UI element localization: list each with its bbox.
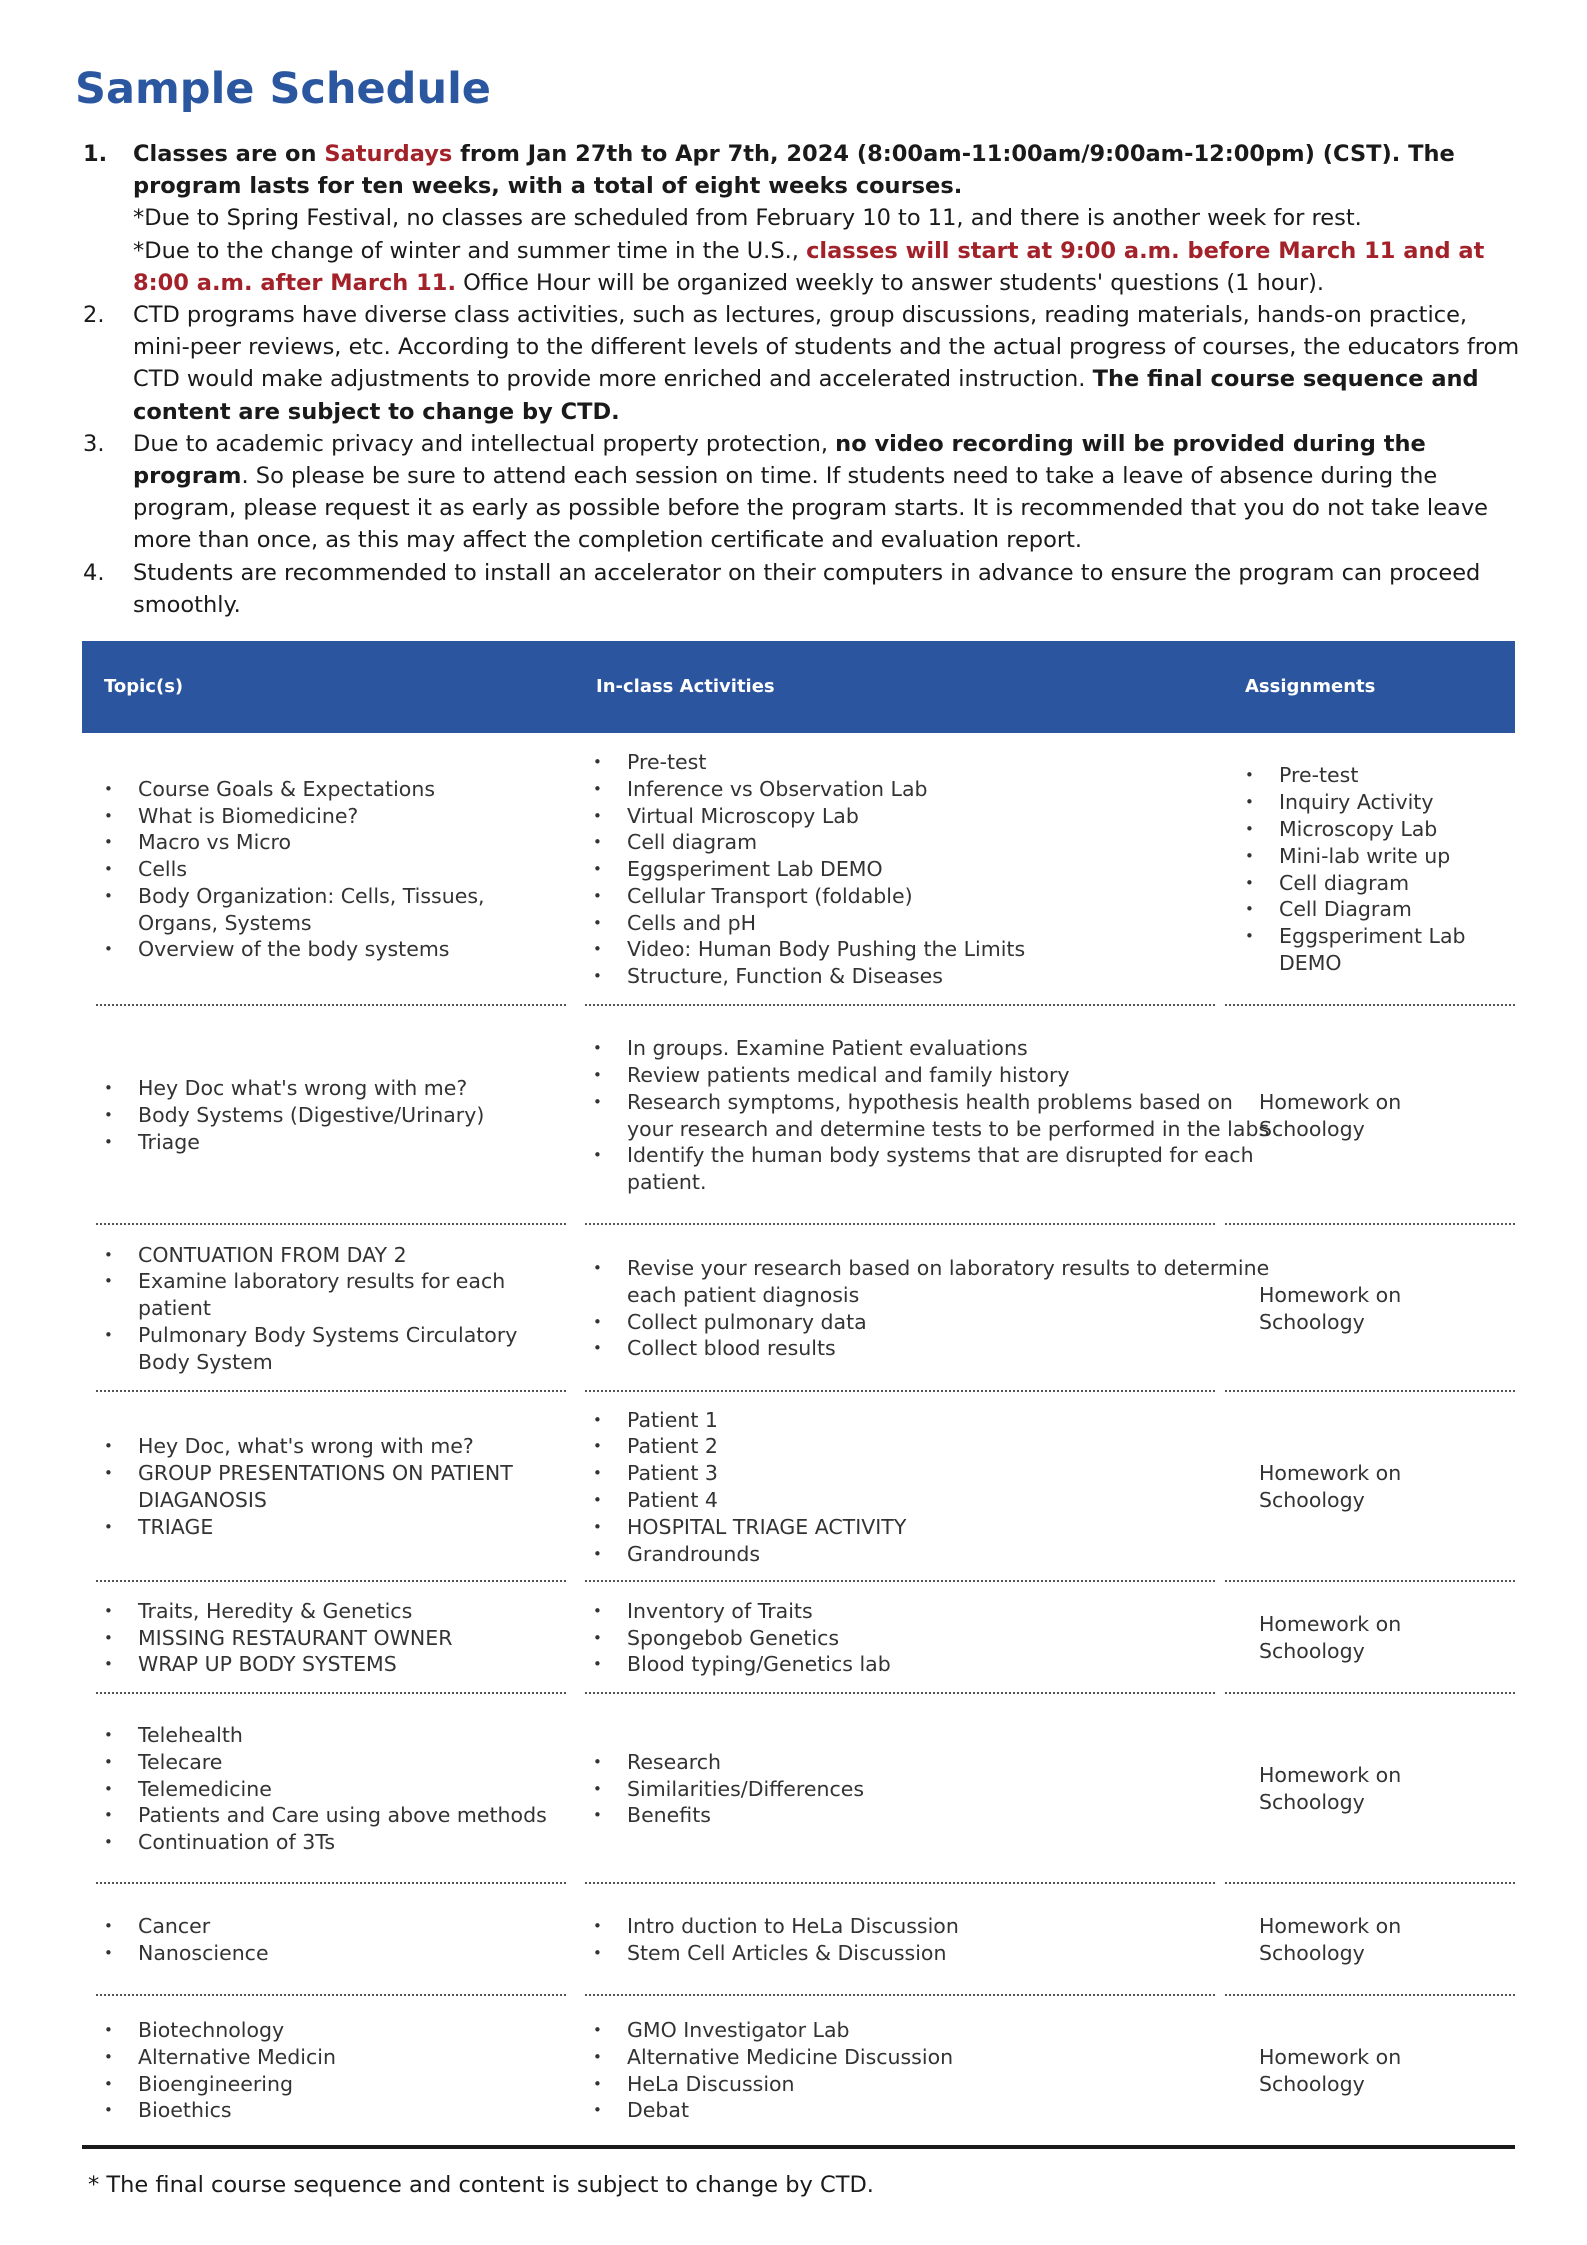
notes-list <box>83 138 1523 621</box>
assignments-cell <box>1237 1392 1512 1582</box>
table-row <box>82 1884 1515 1996</box>
table-row <box>82 1006 1515 1225</box>
list-item: • Patient 2 <box>585 1433 1285 1460</box>
bullet-list <box>96 2017 566 2124</box>
activities-cell <box>585 1392 1285 1582</box>
note-text: Classes are on <box>133 141 325 167</box>
bullet-list <box>585 749 1285 990</box>
bullet-list <box>96 776 566 964</box>
activities-cell <box>585 733 1285 1006</box>
bullet-list <box>585 2017 1285 2124</box>
list-item: • Telecare <box>96 1749 566 1776</box>
list-item: • Cellular Transport (foldable) <box>585 883 1285 910</box>
bullet-list <box>585 1749 1285 1829</box>
note-text: Office Hour will be organized weekly to answer students' questions (1 hour). <box>456 269 1325 296</box>
list-item: • Pre-test <box>1237 762 1512 789</box>
list-item: • Blood typing/Genetics lab <box>585 1651 1285 1678</box>
assignments-cell <box>1237 733 1512 1006</box>
list-item: • Eggsperiment Lab DEMO <box>1237 923 1512 977</box>
note-item <box>83 138 1523 299</box>
list-item: • Revise your research based on laboratory results to determine each patient diagnosis <box>585 1255 1285 1309</box>
assignments-cell <box>1237 1694 1512 1884</box>
list-item: • Cells <box>96 856 566 883</box>
note-number: 3. <box>83 430 105 457</box>
list-item: • HOSPITAL TRIAGE ACTIVITY <box>585 1514 1285 1541</box>
list-item: • Telemedicine <box>96 1776 566 1803</box>
list-item: • Cell diagram <box>585 829 1285 856</box>
assignments-cell <box>1237 1884 1512 1996</box>
note-text: . So please be sure to attend each session on time. If students need to take a leave of absence during the program, please request it as early as possible before the program starts. It is recommended that you do not take leave more than once, as this may affect the completion certificate and evaluation report. <box>133 463 1488 554</box>
list-item: • Collect blood results <box>585 1335 1285 1362</box>
topics-cell <box>96 1006 566 1225</box>
assignments-cell <box>1237 1006 1512 1225</box>
bullet-list <box>585 1255 1285 1362</box>
topics-cell <box>96 1996 566 2145</box>
bullet-list <box>585 1913 1285 1967</box>
note-text: Students are recommended to install an accelerator on their computers in advance to ensure the program can proceed smoothly. <box>133 559 1481 618</box>
list-item: • Telehealth <box>96 1722 566 1749</box>
topics-cell <box>96 733 566 1006</box>
activities-cell <box>585 1884 1285 1996</box>
list-item: • Mini-lab write up <box>1237 843 1512 870</box>
bullet-list <box>585 1035 1285 1196</box>
assignments-cell <box>1237 1225 1512 1392</box>
note-text: CTD programs have diverse class activities, such as lectures, group discussions, reading materials, hands-on practice, mini-peer reviews, etc. According to the different levels of students and the actual progress of courses, the educators from CTD would make adjustments to provide more enriched and accelerated instruction. <box>133 302 1520 393</box>
assignment-text: Homework on Schoology <box>1259 1282 1402 1334</box>
bullet-list <box>1237 762 1512 976</box>
list-item: • HeLa Discussion <box>585 2071 1285 2098</box>
list-item: • Pre-test <box>585 749 1285 776</box>
list-item: • Collect pulmonary data <box>585 1309 1285 1336</box>
table-header <box>82 641 1515 733</box>
list-item: • Traits, Heredity & Genetics <box>96 1598 566 1625</box>
bullet-list <box>585 1598 1285 1678</box>
topics-cell <box>96 1225 566 1392</box>
list-item: • Debat <box>585 2097 1285 2124</box>
note-text: classes will start at 9:00 a.m. before March 11 and at 8:00 a.m. after March 11. <box>133 237 1485 296</box>
topics-cell <box>96 1582 566 1694</box>
bullet-list <box>96 1433 566 1540</box>
bullet-list <box>585 1407 1285 1568</box>
list-item: • Pulmonary Body Systems Circulatory Body System <box>96 1322 566 1376</box>
assignment-text: Homework on Schoology <box>1259 1763 1402 1814</box>
assignment-text: Homework on Schoology <box>1259 1914 1402 1965</box>
activities-cell <box>585 1996 1285 2145</box>
list-item: • Bioethics <box>96 2097 566 2124</box>
bullet-list <box>96 1722 566 1856</box>
list-item: • Macro vs Micro <box>96 829 566 856</box>
note-text: Due to academic privacy and intellectual property protection, <box>133 430 836 457</box>
bullet-list <box>96 1242 566 1376</box>
note-number: 1. <box>83 141 108 167</box>
activities-cell <box>585 1006 1285 1225</box>
table-row <box>82 1392 1515 1582</box>
note-number: 2. <box>83 302 105 329</box>
list-item: • Hey Doc what's wrong with me? <box>96 1075 566 1102</box>
list-item: • Identify the human body systems that are disrupted for each patient. <box>585 1142 1285 1196</box>
list-item: • Course Goals & Expectations <box>96 776 566 803</box>
list-item: • Triage <box>96 1129 566 1156</box>
list-item: • Patient 4 <box>585 1487 1285 1514</box>
note-text: *Due to Spring Festival, no classes are scheduled from February 10 to 11, and there is another week for rest. <box>133 205 1362 232</box>
topics-cell <box>96 1392 566 1582</box>
list-item: • Bioengineering <box>96 2071 566 2098</box>
list-item: • Patients and Care using above methods <box>96 1802 566 1829</box>
list-item: • MISSING RESTAURANT OWNER <box>96 1625 566 1652</box>
note-text: no video recording will be provided during the program <box>133 430 1426 490</box>
list-item: • Eggsperiment Lab DEMO <box>585 856 1285 883</box>
list-item: • Cancer <box>96 1913 566 1940</box>
activities-cell <box>585 1694 1285 1884</box>
note-text: The final course sequence and content are subject to change by CTD. <box>133 366 1479 425</box>
list-item: • Stem Cell Articles & Discussion <box>585 1940 1285 1967</box>
header-activities: In-class Activities <box>596 676 775 697</box>
list-item: • Inference vs Observation Lab <box>585 776 1285 803</box>
schedule-table <box>82 641 1515 2123</box>
list-item: • Alternative Medicin <box>96 2044 566 2071</box>
bullet-list <box>96 1913 566 1967</box>
activities-cell <box>585 1582 1285 1694</box>
assignment-text: Homework on Schoology <box>1259 1089 1402 1141</box>
list-item: • Spongebob Genetics <box>585 1625 1285 1652</box>
list-item: • Research <box>585 1749 1285 1776</box>
note-text: *Due to the change of winter and summer time in the U.S., <box>133 237 807 264</box>
list-item: • GROUP PRESENTATIONS ON PATIENT DIAGANOSIS <box>96 1460 566 1514</box>
assignment-text: Homework on Schoology <box>1259 2044 1402 2096</box>
list-item: • Nanoscience <box>96 1940 566 1967</box>
footnote: * The final course sequence and content is subject to change by CTD. <box>88 2172 874 2198</box>
bullet-list <box>96 1075 566 1155</box>
list-item: • Similarities/Differences <box>585 1776 1285 1803</box>
list-item: • Grandrounds <box>585 1541 1285 1568</box>
list-item: • Intro duction to HeLa Discussion <box>585 1913 1285 1940</box>
assignments-cell <box>1237 1582 1512 1694</box>
topics-cell <box>96 1884 566 1996</box>
list-item: • Inquiry Activity <box>1237 789 1512 816</box>
activities-cell <box>585 1225 1285 1392</box>
note-text: from Jan 27th to Apr 7th, 2024 (8:00am-11:00am/9:00am-12:00pm) (CST). The program lasts for ten weeks, with a total of eight weeks courses. <box>133 141 1455 200</box>
header-assignments: Assignments <box>1245 676 1376 697</box>
list-item: • Examine laboratory results for each patient <box>96 1268 566 1322</box>
bullet-list <box>96 1598 566 1678</box>
list-item: • Overview of the body systems <box>96 936 566 963</box>
list-item: • In groups. Examine Patient evaluations <box>585 1035 1285 1062</box>
note-item <box>83 299 1523 428</box>
list-item: • Video: Human Body Pushing the Limits <box>585 936 1285 963</box>
assignments-cell <box>1237 1996 1512 2145</box>
list-item: • Cell diagram <box>1237 870 1512 897</box>
list-item: • Alternative Medicine Discussion <box>585 2044 1285 2071</box>
list-item: • Continuation of 3Ts <box>96 1829 566 1856</box>
table-row <box>82 1996 1515 2145</box>
list-item: • Structure, Function & Diseases <box>585 963 1285 990</box>
page-title: Sample Schedule <box>75 64 491 114</box>
list-item: • TRIAGE <box>96 1514 566 1541</box>
list-item: • Biotechnology <box>96 2017 566 2044</box>
header-topics: Topic(s) <box>104 676 184 697</box>
assignment-text: Homework on Schoology <box>1259 1461 1402 1512</box>
table-row <box>82 1694 1515 1884</box>
list-item: • Virtual Microscopy Lab <box>585 803 1285 830</box>
note-item <box>83 557 1523 621</box>
list-item: • Benefits <box>585 1802 1285 1829</box>
list-item: • Patient 3 <box>585 1460 1285 1487</box>
list-item: • What is Biomedicine? <box>96 803 566 830</box>
assignment-text: Homework on Schoology <box>1259 1612 1402 1663</box>
list-item: • WRAP UP BODY SYSTEMS <box>96 1651 566 1678</box>
list-item: • CONTUATION FROM DAY 2 <box>96 1242 566 1269</box>
list-item: • Patient 1 <box>585 1407 1285 1434</box>
list-item: • Review patients medical and family history <box>585 1062 1285 1089</box>
table-row <box>82 1225 1515 1392</box>
table-row <box>82 733 1515 1006</box>
list-item: • GMO Investigator Lab <box>585 2017 1285 2044</box>
list-item: • Research symptoms, hypothesis health problems based on your research and determine tests to be performed in the labs <box>585 1089 1285 1143</box>
list-item: • Inventory of Traits <box>585 1598 1285 1625</box>
topics-cell <box>96 1694 566 1884</box>
list-item: • Cells and pH <box>585 910 1285 937</box>
list-item: • Body Organization: Cells, Tissues, Organs, Systems <box>96 883 566 937</box>
table-row <box>82 1582 1515 1694</box>
table-bottom-rule <box>82 2145 1515 2149</box>
note-text: Saturdays <box>324 141 453 167</box>
note-item <box>83 428 1523 557</box>
list-item: • Hey Doc, what's wrong with me? <box>96 1433 566 1460</box>
list-item: • Cell Diagram <box>1237 896 1512 923</box>
list-item: • Microscopy Lab <box>1237 816 1512 843</box>
list-item: • Body Systems (Digestive/Urinary) <box>96 1102 566 1129</box>
note-number: 4. <box>83 559 105 586</box>
